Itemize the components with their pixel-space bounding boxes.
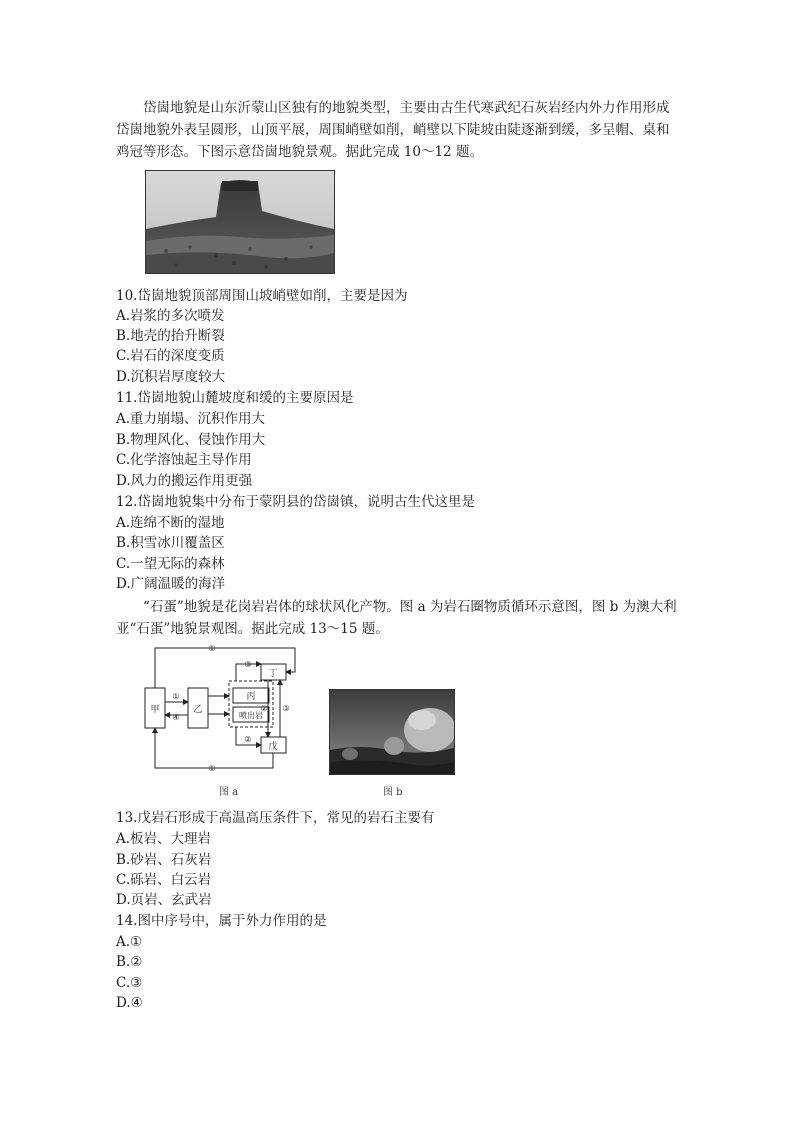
q12-option-a: A.连绵不断的湿地 bbox=[116, 515, 225, 531]
label-yi: 乙 bbox=[193, 705, 203, 715]
label-wu-ding-3: ③ bbox=[282, 704, 290, 713]
q11-option-b: B.物理风化、侵蚀作用大 bbox=[116, 432, 266, 448]
label-top-1: ① bbox=[208, 644, 216, 653]
q10-option-d: D.沉积岩厚度较大 bbox=[116, 369, 226, 385]
q10-stem: 10.岱崮地貌顶部周围山坡峭壁如削，主要是因为 bbox=[116, 288, 408, 304]
q14-stem: 14.图中序号中，属于外力作用的是 bbox=[116, 913, 327, 929]
q11-option-c: C.化学溶蚀起主导作用 bbox=[116, 452, 252, 468]
q11-option-a: A.重力崩塌、沉积作用大 bbox=[116, 411, 266, 427]
q10-option-b: B.地壳的抬升断裂 bbox=[116, 328, 225, 344]
label-jia-yi-1: ① bbox=[172, 692, 180, 701]
q14-option-b: B.② bbox=[116, 954, 143, 970]
q12-option-d: D.广阔温暖的海洋 bbox=[116, 576, 226, 592]
q13-option-c: C.砾岩、白云岩 bbox=[116, 872, 212, 888]
mountain-photo-graphic bbox=[146, 171, 334, 273]
q11-option-d: D.风力的搬运作用更强 bbox=[116, 473, 253, 489]
q13-option-b: B.砂岩、石灰岩 bbox=[116, 852, 212, 868]
label-bottom-1: ① bbox=[208, 764, 216, 773]
daigu-landform-photo bbox=[145, 170, 335, 274]
q13-option-d: D.页岩、玄武岩 bbox=[116, 892, 212, 908]
label-ding-wu-2: ② bbox=[260, 704, 268, 713]
passage-shidan: “石蛋”地貌是花岗岩岩体的球状风化产物。图 a 为岩石圈物质循环示意图，图 b 为澳大利亚“石蛋”地貌景观图。据此完成 13～15 题。 bbox=[116, 599, 677, 637]
boulder-photo-graphic bbox=[330, 690, 454, 774]
q14-option-a: A.① bbox=[116, 934, 143, 950]
q13-stem: 13.戊岩石形成于高温高压条件下，常见的岩石主要有 bbox=[116, 810, 435, 826]
label-group-ding-3: ③ bbox=[244, 660, 252, 669]
label-jia: 甲 bbox=[150, 705, 160, 715]
q11-stem: 11.岱崮地貌山麓坡度和缓的主要原因是 bbox=[116, 390, 354, 406]
q14-option-c: C.③ bbox=[116, 975, 143, 991]
q12-option-c: C.一望无际的森林 bbox=[116, 556, 225, 572]
q14-option-d: D.④ bbox=[116, 995, 143, 1011]
label-yi-jia-4: ④ bbox=[172, 713, 180, 722]
q10-option-c: C.岩石的深度变质 bbox=[116, 348, 225, 364]
label-group-wu-2: ② bbox=[244, 735, 252, 744]
shidan-landform-photo bbox=[329, 689, 455, 775]
q13-option-a: A.板岩、大理岩 bbox=[116, 831, 212, 847]
label-pencu: 喷出岩 bbox=[239, 711, 263, 720]
passage-daigu: 岱崮地貌是山东沂蒙山区独有的地貌类型，主要由古生代寒武纪石灰岩经内外力作用形成岱崮地貌外表呈圆形，山顶平展，周围峭壁如削，峭壁以下陡坡由陡逐渐到缓，多呈帽、桌和鸡冠等形态。下图示意岱崮地貌景观。据此完成 10～12 题。 bbox=[116, 100, 670, 160]
q12-stem: 12.岱崮地貌集中分布于蒙阴县的岱崮镇，说明古生代这里是 bbox=[116, 494, 475, 510]
caption-fig-b: 图 b bbox=[383, 787, 403, 798]
q12-option-b: B.积雪冰川覆盖区 bbox=[116, 535, 225, 551]
label-wu: 戊 bbox=[268, 742, 278, 752]
rock-cycle-diagram bbox=[140, 638, 310, 778]
label-ding: 丁 bbox=[268, 669, 278, 679]
caption-fig-a: 图 a bbox=[219, 787, 239, 798]
q10-option-a: A.岩浆的多次喷发 bbox=[116, 308, 225, 324]
label-bing: 丙 bbox=[246, 692, 256, 702]
